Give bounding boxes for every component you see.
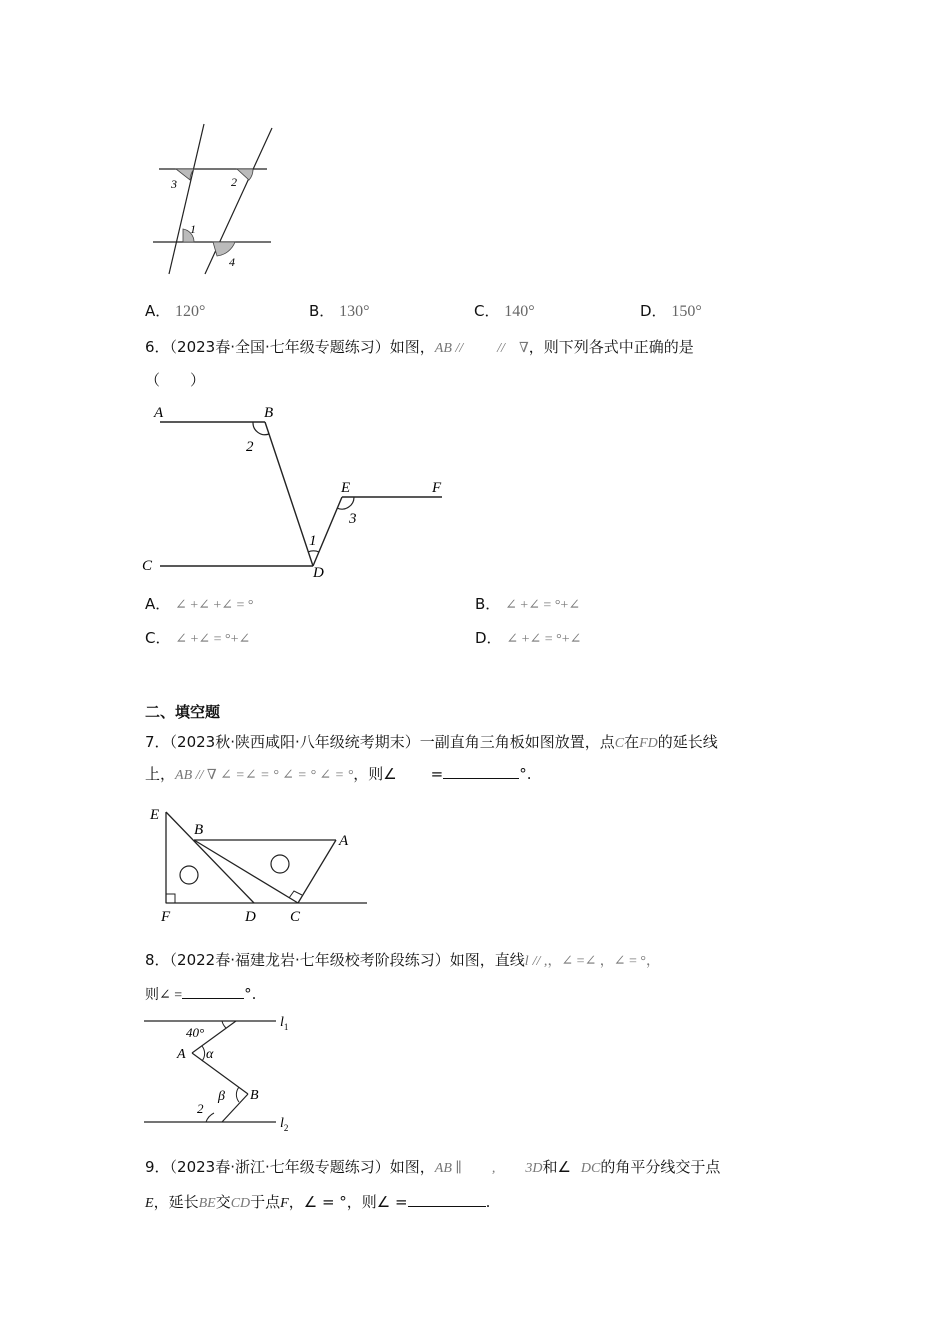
q7-line2-start: 上， [145,765,176,783]
q9-line2-a: ，延长 [153,1193,199,1211]
q6-option-b[interactable] [475,593,580,614]
q9-and: 和∠ [542,1158,571,1176]
q6-option-b-key: B． [475,595,501,613]
q6-option-a[interactable] [145,593,254,614]
q9-line2-be: BE [198,1196,216,1211]
q6-option-a-value: ∠ +∠ +∠ = ° [175,598,254,613]
q7-mid: 在 [624,733,640,751]
q6-math-3: ∇ [518,341,529,356]
q9-math-3: 3D [525,1161,543,1176]
q7-point-c: C [614,736,625,751]
q5-option-d-value: 150° [671,303,702,320]
q6-label-d: D [313,565,324,581]
q9-answer-blank[interactable] [408,1192,486,1207]
q5-option-b-key: B． [309,302,335,320]
q8-source: （2022春·福建龙岩·七年级校考阶段练习）如图，直线 [169,951,525,969]
q6-option-d[interactable] [475,627,581,648]
q6-option-a-key: A． [145,595,171,613]
q5-option-a-key: A． [145,302,171,320]
q7-line2-eq: = [430,765,444,783]
q8-label-b: B [250,1088,259,1103]
q8-math-2: // , [532,954,548,969]
q8-number: 8． [145,951,170,969]
q9-line2-cd: CD [230,1196,251,1211]
q6-label-3: 3 [349,511,357,527]
q9-math-1: AB ∥ [434,1161,462,1176]
q8-answer-blank[interactable] [182,984,244,999]
q8-label-40: 40° [186,1025,205,1040]
q5-option-c-key: C． [474,302,500,320]
q8-stem-line1 [145,949,660,970]
q9-math-2: , [491,1161,496,1176]
q7-source: （2023秋·陕西咸阳·八年级统考期末）一副直角三角板如图放置，点 [169,733,615,751]
q7-label-b: B [194,822,204,838]
q9-line2-d: ，∠ = °，则∠ = [288,1193,408,1211]
q7-figure [140,795,375,930]
q6-label-f: F [432,480,442,496]
q9-source: （2023春·浙江·七年级专题练习）如图， [169,1158,435,1176]
q6-figure [135,398,455,583]
q6-option-b-value: ∠ +∠ = °+∠ [505,598,581,613]
q6-label-c: C [142,558,153,574]
q5-angle-2: 2 [231,175,237,189]
q9-math-4: DC [580,1161,601,1176]
q9-line2-b: 交 [215,1193,231,1211]
q6-math-1: AB // [434,341,464,356]
q7-answer-blank[interactable] [443,764,519,779]
q8-figure [140,1010,300,1140]
q7-stem-line2 [145,763,532,784]
q8-line2-end: °. [244,985,257,1003]
q7-label-c: C [290,909,301,925]
q6-option-d-key: D． [475,629,502,647]
section-title: 二、填空题 [145,703,221,721]
q8-label-2: 2 [197,1101,204,1116]
q8-label-l2: $l_2$ [280,1116,289,1133]
q8-label-beta: β [218,1089,225,1104]
q5-option-a-value: 120° [175,303,206,320]
q8-math-3: ，∠ =∠ ，∠ = °， [547,954,661,969]
q6-option-c[interactable] [145,627,250,648]
q7-stem-line1 [145,731,718,752]
q6-option-c-key: C． [145,629,171,647]
q5-option-d[interactable] [640,300,702,321]
q5-option-a[interactable] [145,300,205,321]
q7-label-f: F [161,909,171,925]
q7-label-e: E [150,807,160,823]
q7-label-d: D [245,909,256,925]
q7-line-fd: FD [639,736,658,751]
q7-label-a: A [339,833,349,849]
q6-label-2: 2 [246,439,254,455]
q5-option-d-key: D． [640,302,667,320]
q9-line2-c: 于点 [250,1193,281,1211]
q6-source: （2023春·全国·七年级专题练习）如图， [169,338,435,356]
q7-line2-then: ，则∠ [353,765,397,783]
q9-stem-line1 [145,1156,720,1177]
q9-line2-e: E [145,1196,154,1211]
q6-option-c-value: ∠ +∠ = °+∠ [175,632,251,647]
q7-tail: 的延长线 [657,733,718,751]
q6-math-2: // [497,341,505,356]
q7-line2-end: °. [519,765,532,783]
q8-label-a: A [177,1047,186,1062]
q5-angle-3: 3 [171,177,177,191]
q6-label-e: E [341,480,351,496]
q9-line2-end: . [485,1193,491,1211]
q8-label-alpha: α [206,1047,214,1062]
q7-line2-math: AB // ∇ ∠ =∠ = ° ∠ = ° ∠ = ° [175,768,354,783]
q9-stem-line2 [145,1191,490,1212]
q5-angle-4: 4 [229,255,235,269]
q6-label-a: A [154,405,164,421]
q6-label-1: 1 [309,533,317,549]
q8-math-1: l [524,954,529,969]
q6-label-b: B [264,405,274,421]
q6-stem [145,336,694,357]
q5-figure [145,120,285,280]
q6-number: 6． [145,338,170,356]
q5-option-b[interactable] [309,300,369,321]
q8-stem-line2 [145,984,256,1004]
q5-option-b-value: 130° [339,303,370,320]
q6-option-d-value: ∠ +∠ = °+∠ [506,632,582,647]
q9-number: 9． [145,1158,170,1176]
q9-line2-f: F [280,1196,289,1211]
q5-angle-1: 1 [190,222,196,236]
q7-number: 7． [145,733,170,751]
q6-paren: （ ） [145,371,206,389]
q9-tail: 的角平分线交于点 [600,1158,721,1176]
q5-option-c-value: 140° [504,303,535,320]
q8-label-l1: $l_1$ [280,1015,289,1032]
q5-option-c[interactable] [474,300,535,321]
q8-line2-start: 则∠ = [145,988,183,1003]
q6-tail: ，则下列各式中正确的是 [528,338,694,356]
